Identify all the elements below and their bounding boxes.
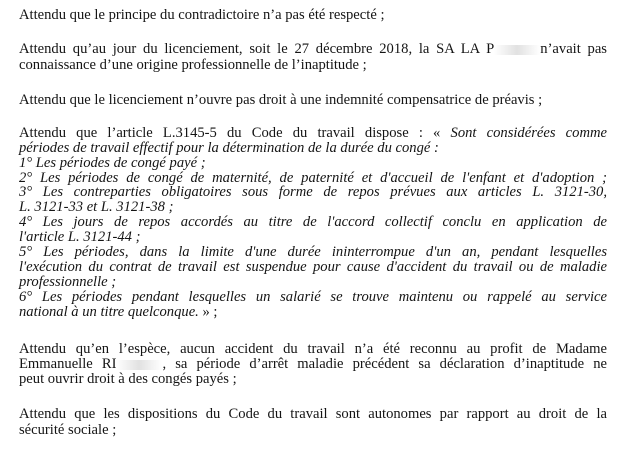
quote-line-13 bbox=[19, 304, 607, 320]
paragraph-espece-line-3 bbox=[19, 371, 607, 387]
quote-text: périodes de travail effectif pour la détermination de la durée du congé : bbox=[19, 140, 439, 156]
paragraph-code-travail-line-1 bbox=[19, 406, 607, 422]
quote-text: professionnelle ; bbox=[19, 274, 117, 290]
quote-line-10 bbox=[19, 259, 607, 275]
paragraph-espece-line-2 bbox=[19, 356, 607, 372]
text-line: Attendu qu’au jour du licenciement, soit le 27 décembre 2018, la SA LA P bbox=[19, 41, 495, 57]
paragraph-code-travail-line-2 bbox=[19, 422, 607, 438]
paragraph-preavis bbox=[19, 92, 607, 108]
quote-line-7 bbox=[19, 214, 607, 230]
text-line: sécurité sociale ; bbox=[19, 422, 117, 438]
text-line: Attendu qu’en l’espèce, aucun accident du travail n’a été reconnu au profit de Madame bbox=[19, 341, 607, 357]
quote-text: 2° Les périodes de congé de maternité, de paternité et d'accueil de l'enfant et d'adoption ; bbox=[19, 170, 607, 186]
paragraph-espece-line-1 bbox=[19, 341, 607, 357]
quote-text: l'exécution du contrat de travail est suspendue pour cause d'accident du travail ou de maladie bbox=[19, 259, 607, 275]
text-line: Emmanuelle RI bbox=[19, 356, 117, 372]
quote-line-3 bbox=[19, 155, 607, 171]
text-line: Attendu que les dispositions du Code du travail sont autonomes par rapport au droit de la bbox=[19, 406, 607, 422]
quote-text: L. 3121-33 et L. 3121-38 ; bbox=[19, 199, 174, 215]
quote-text: 1° Les périodes de congé payé ; bbox=[19, 155, 206, 171]
quote-line-8 bbox=[19, 229, 607, 245]
quote-text: 5° Les périodes, dans la limite d'une durée ininterrompue d'un an, pendant lesquelles bbox=[19, 244, 607, 260]
text-line: n’avait pas bbox=[540, 41, 607, 57]
text-line: connaissance d’une origine professionnelle de l’inaptitude ; bbox=[19, 57, 367, 73]
text-line: Attendu que le licenciement n’ouvre pas droit à une indemnité compensatrice de préavis ; bbox=[19, 92, 543, 108]
quote-text: l'article L. 3121-44 ; bbox=[19, 229, 141, 245]
paragraph-licenciement-line-2 bbox=[19, 57, 607, 73]
quote-text: national à un titre quelconque. bbox=[19, 304, 199, 320]
text-line: peut ouvrir droit à des congés payés ; bbox=[19, 371, 237, 387]
redacted-name-mark bbox=[116, 360, 162, 370]
quote-text: 6° Les périodes pendant lesquelles un salarié se trouve maintenu ou rappelé au service bbox=[19, 289, 607, 305]
quote-line-5 bbox=[19, 184, 607, 200]
quote-text: Sont considérées comme bbox=[440, 125, 608, 141]
quote-line-2 bbox=[19, 140, 607, 156]
quote-line-9 bbox=[19, 244, 607, 260]
redacted-name-mark bbox=[494, 45, 540, 55]
paragraph-article-line-1 bbox=[19, 125, 607, 141]
text-line: Attendu que l’article L.3145-5 du Code du travail dispose : « bbox=[19, 125, 441, 141]
quote-line-12 bbox=[19, 289, 607, 305]
paragraph-contradictoire bbox=[19, 7, 607, 23]
text-line: Attendu que le principe du contradictoire n’a pas été respecté ; bbox=[19, 7, 385, 23]
text-line: , sa période d’arrêt maladie précédent sa déclaration d’inaptitude ne bbox=[162, 356, 607, 372]
quote-close: » ; bbox=[198, 304, 218, 320]
quote-text: 4° Les jours de repos accordés au titre de l'accord collectif conclu en application de bbox=[19, 214, 607, 230]
quote-line-6 bbox=[19, 199, 607, 215]
quote-text: 3° Les contreparties obligatoires sous forme de repos prévues aux articles L. 3121-30, bbox=[19, 184, 607, 200]
paragraph-licenciement-line-1 bbox=[19, 41, 607, 57]
quote-line-11 bbox=[19, 274, 607, 290]
